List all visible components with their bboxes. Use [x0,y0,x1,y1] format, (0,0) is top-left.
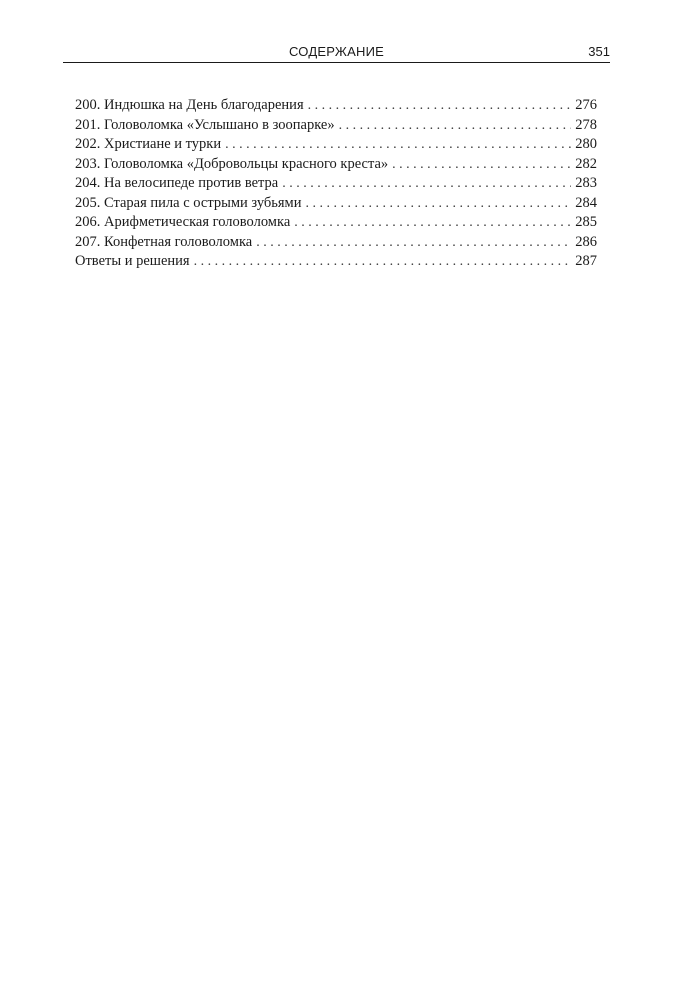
toc-entry-page: 287 [575,253,597,269]
toc-entry-page: 284 [575,194,597,211]
toc-entry-page: 283 [575,175,597,191]
toc-leader-dots [225,135,571,155]
toc-entry-page: 278 [575,116,597,133]
toc-entry-page: 285 [575,214,597,230]
toc-entry-title: 202. Христиане и турки [75,136,222,152]
toc-entry [75,155,597,175]
toc-entry-title: 201. Головоломка «Услышано в зоопарке» [75,116,335,133]
toc-entry [75,116,597,136]
toc-entry [75,233,597,253]
toc-entry-title: 206. Арифметическая головоломка [75,214,291,230]
toc-leader-dots [308,96,572,116]
toc-leader-dots [256,233,571,253]
toc-entry [75,135,597,155]
toc-entry [75,174,597,194]
toc-entry-title: 207. Конфетная головоломка [75,233,253,250]
running-header [63,44,610,63]
toc-leader-dots [392,155,571,175]
toc-entry-title: 203. Головоломка «Добровольцы красного креста» [75,155,389,172]
toc-entry [75,213,597,233]
toc-entry-page: 286 [575,233,597,250]
toc-leader-dots [305,194,571,214]
header-page-number: 351 [588,44,610,59]
toc-entry [75,96,597,116]
toc-leader-dots [194,252,572,272]
toc-entry-title: 200. Индюшка на День благодарения [75,97,304,113]
toc-entry-page: 280 [575,136,597,152]
toc-leader-dots [339,116,572,136]
toc-entry-answers [75,252,597,272]
toc-entry-page: 282 [575,155,597,172]
header-title: СОДЕРЖАНИЕ [288,44,384,59]
toc-leader-dots [294,213,571,233]
toc-entry-title: 204. На велосипеде против ветра [75,175,279,191]
toc-entry [75,194,597,214]
toc-entry-page: 276 [575,97,597,113]
toc-leader-dots [282,174,571,194]
toc-entry-title: Ответы и решения [75,253,190,269]
toc-entry-title: 205. Старая пила с острыми зубьями [75,194,302,211]
table-of-contents [75,96,597,272]
